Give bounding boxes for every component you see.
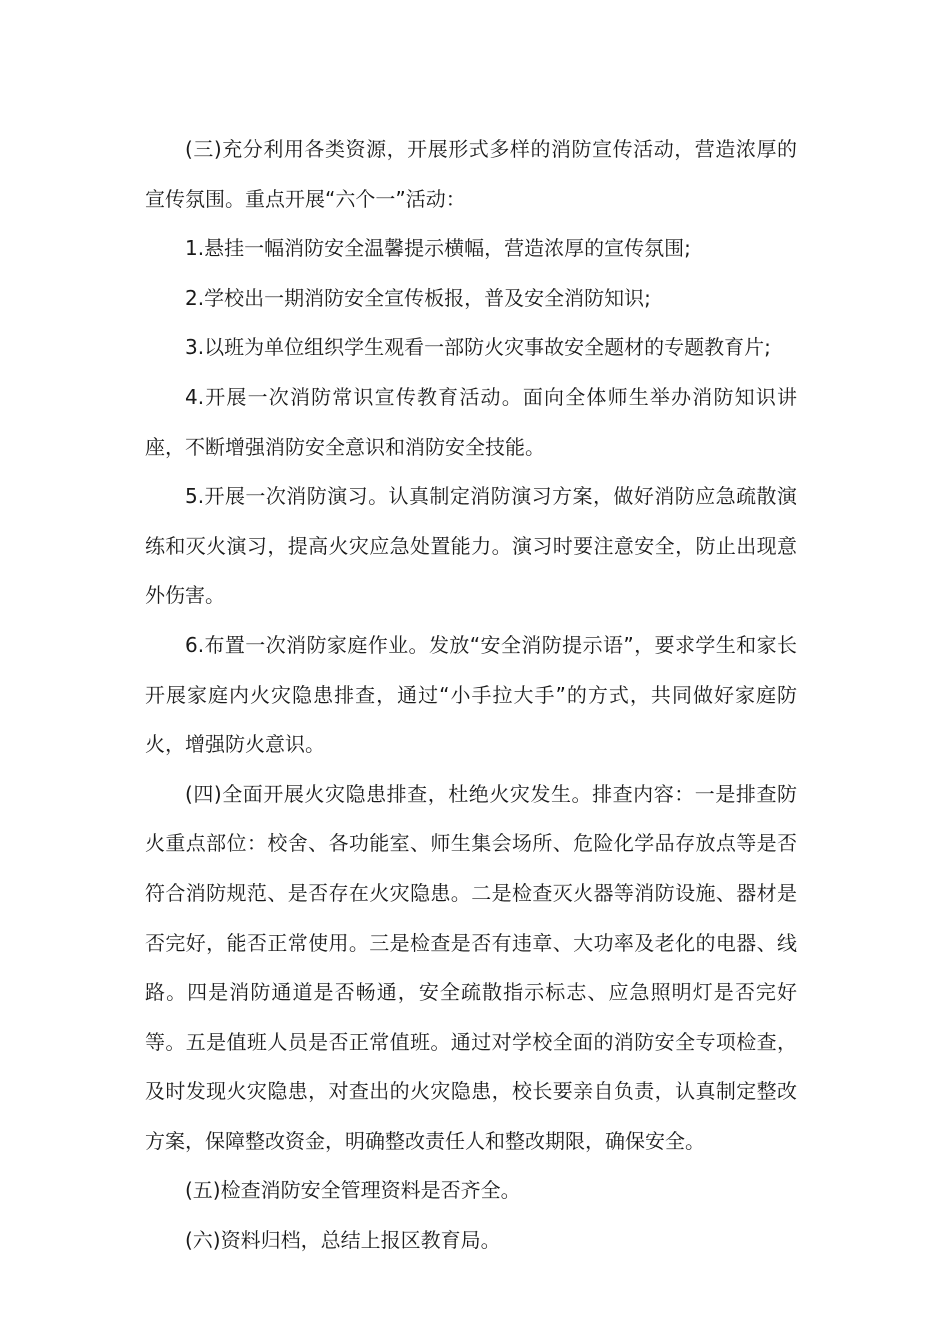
list-item-banner: 1.悬挂一幅消防安全温馨提示横幅，营造浓厚的宣传氛围; bbox=[185, 236, 691, 261]
paragraph-records-check: (五)检查消防安全管理资料是否齐全。 bbox=[185, 1178, 521, 1203]
paragraph-archive-report: (六)资料归档，总结上报区教育局。 bbox=[185, 1228, 501, 1253]
paragraph-hazard-inspection: (四)全面开展火灾隐患排查，杜绝火灾发生。排查内容：一是排查防火重点部位：校舍、各功能室、师生集会场所、危险化学品存放点等是否符合消防规范、是否存在火灾隐患。二是检查灭火器等消防设施、器材是否完好，能否正常使用。三是检查是否有违章、大功率及老化的电器、线路。四是消防通道是否畅通，安全疏散指示标志、应急照明灯是否完好等。五是值班人员是否正常值班。通过对学校全面的消防安全专项检查，及时发现火灾隐患，对查出的火灾隐患，校长要亲自负责，认真制定整改方案，保障整改资金，明确整改责任人和整改期限，确保安全。 bbox=[145, 781, 797, 1153]
list-item-film: 3.以班为单位组织学生观看一部防火灾事故安全题材的专题教育片; bbox=[185, 335, 771, 360]
list-item-drill: 5.开展一次消防演习。认真制定消防演习方案，做好消防应急疏散演练和灭火演习，提高火灾应急处置能力。演习时要注意安全，防止出现意外伤害。 bbox=[145, 484, 797, 608]
paragraph-publicity-activities: (三)充分利用各类资源，开展形式多样的消防宣传活动，营造浓厚的宣传氛围。重点开展“六个一”活动： bbox=[145, 137, 797, 211]
document-body bbox=[145, 125, 797, 1266]
list-item-blackboard: 2.学校出一期消防安全宣传板报，普及安全消防知识; bbox=[185, 285, 651, 310]
list-item-lecture: 4.开展一次消防常识宣传教育活动。面向全体师生举办消防知识讲座，不断增强消防安全意识和消防安全技能。 bbox=[145, 384, 797, 459]
list-item-homework: 6.布置一次消防家庭作业。发放“安全消防提示语”，要求学生和家长开展家庭内火灾隐患排查，通过“小手拉大手”的方式，共同做好家庭防火，增强防火意识。 bbox=[145, 632, 797, 757]
